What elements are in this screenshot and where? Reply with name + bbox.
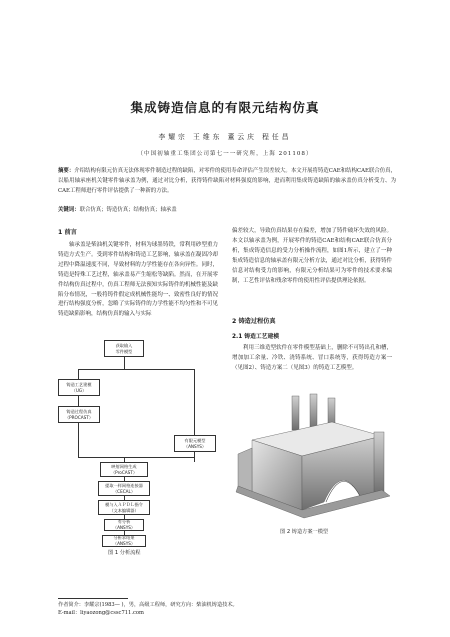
flow-box-analysis: 有分析 （ANSYS） (104, 519, 144, 531)
flow-box-casting-sim: 铸造过程仿真 （PROCAST） (58, 406, 100, 423)
keywords (58, 206, 396, 215)
footnote-rule (58, 598, 128, 599)
section-1-paragraph: 轴承盖是柴油机关键零件，材料为球墨铸铁，常利用砂型重力铸造方式生产。受到零件结构和铸造工艺影响，轴承盖在凝固冷却过程中降温速度不同，导致材料的力学性能存在各向异性。同时，铸造是特殊工艺过程，轴承盖易产生缩松等缺陷。然而，在开展零件结构仿真过程中，仿真工程师无法预知实际铸件的机械性能及缺陷分布情况，一般将铸件假定成机械性能均一、致密性良好的情况进行结构强度分析，忽略了实际铸件的力学性能不均匀性和不可见铸造缺陷影响，结构仿真的输入与实际 (58, 242, 218, 318)
flowchart (58, 340, 228, 545)
keywords-label: 关键词： (58, 207, 80, 213)
right-column-paragraph-1: 偏差较大，导致仿真结果存在偏差，增加了铸件破坏失效的风险。本文以轴承盖为例，开展零件的铸造CAE和结构CAE联合仿真分析，集成铸造信息的受力分析操作流程，如图1所示，建立了一种集成铸造信息的轴承盖有限元分析方法，通过对比分析，获得铸件信息对结构受力的影响，有限元分析结果可为零件的技术要求编制，工艺性评估和残余零件的使用性评估提供理论依据。 (232, 228, 392, 284)
author-bio: 作者简介：李耀宗(1983— )，男，高级工程师，研究方向：柴油机铸造技术。 (58, 602, 238, 608)
flow-box-results: 分析求结果 （ANSYS） (102, 535, 146, 547)
abstract-label: 摘要： (58, 168, 75, 174)
flow-box-fem-model: 有限元模型 （ANSYS） (174, 435, 216, 452)
flow-box-apdl-input: 模与入ＡＰＤＬ指令 （文本编辑器） (98, 500, 150, 515)
abstract-text: 介绍结构有限元仿真无法体现零件制造过程的缺陷，对零件的使用寿命评估产生误差较大。本文开展将铸造CAE和结构CAE联合仿真，以船用轴承座机关键零件轴承盖为例，通过对比分析，获得铸件缺陷对材料强度的影响，进而利用集成铸造缺陷的轴承盖仿真分析受力、为CAE工程师进行零件评估提供了一种新的方法。 (58, 168, 396, 194)
section-2-heading: 2 铸造过程仿真 (232, 318, 276, 325)
figure-1-caption: 图 1 分析流程 (108, 550, 141, 556)
section-2-1-heading: 2.1 铸造工艺建模 (232, 334, 280, 340)
flow-box-mesh-connector: 提取一样网格连接器 （CECAL） (98, 481, 150, 496)
flow-box-mapping-mesh: 映射网格生成 （ProCAST） (100, 462, 148, 477)
author-list: 李耀宗 王维东 董云庆 程任昌 (158, 133, 292, 141)
footnote (58, 601, 396, 617)
figure-2-image (232, 392, 394, 520)
affiliation: （中国初轴重工集团公司第七一一研究所，上海 201108） (137, 151, 313, 157)
right-column-paragraph-2: 利用三维造型软件在零件模型基础上，删除不可铸出孔和槽，增加加工余量、冷铁、浇铸系统、冒口系统等，获得铸造方案一（见图2）、铸造方案二（见图3）的铸造工艺模型。 (232, 345, 392, 371)
abstract (58, 167, 396, 196)
casting-model-render (232, 392, 394, 520)
keywords-text: 联合仿真；铸造仿真；结构仿真；轴承盖 (79, 207, 177, 213)
paper-title: 集成铸造信息的有限元结构仿真 (130, 100, 320, 115)
flow-box-process-modeling: 铸造工艺建模 （UG） (58, 379, 100, 396)
flow-box-input: 获取输入 零件模型 (104, 340, 144, 357)
figure-2-caption: 图 2 铸造方案一模型 (280, 529, 329, 535)
section-1-heading: 1 前言 (58, 229, 77, 236)
author-email: E-mail：liyaozong@cssc711.com (58, 610, 144, 616)
